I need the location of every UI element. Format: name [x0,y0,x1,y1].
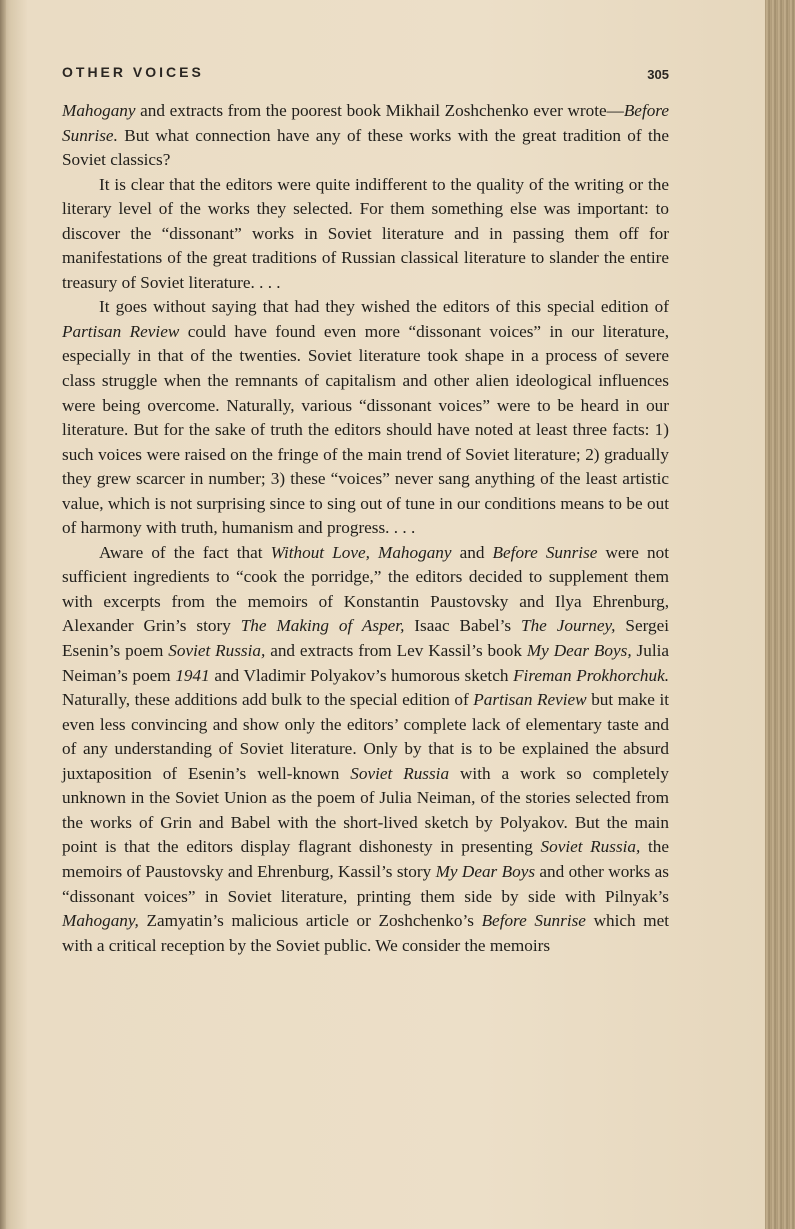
text-run: and extracts from the poorest book Mikhail Zoshchenko ever wrote— [135,101,624,120]
paragraph [62,295,669,540]
running-head: OTHER VOICES [62,64,204,80]
text-run: Naturally, these additions add bulk to the special edition of [62,690,474,710]
text-run: and other works as “dissonant voices” in Soviet literature, printing them side by side with Pilnyak’s [62,861,669,906]
text-run: but make it even less convincing and show only the editors’ complete lack of elementary taste and of any understanding of Soviet literature. Only by that is to be explained the absurd juxtaposition of Esenin’s well-known [62,690,669,783]
text-run: and extracts from Lev Kassil’s book [265,641,527,661]
italic-title: Before Sunrise [492,542,598,562]
text-run: It goes without saying that had they wished the editors of this special edition of [99,297,669,317]
text-run: the memoirs of Paustovsky and Ehrenburg, Kassil’s story [62,837,669,881]
page-header [62,64,669,88]
text-run: Julia Neiman’s poem [62,641,670,685]
italic-title: Fireman Prokhorchuk. [513,665,669,685]
italic-title: The Making of Asper, [240,616,405,636]
text-run: which met with a critical reception by the Soviet public. We consider the memoirs [62,911,669,955]
text-run: Aware of the fact that [99,542,271,562]
italic-title: Without Love, Mahogany [270,542,452,562]
paragraph [62,173,669,296]
italic-title: My Dear Boys [435,861,536,881]
text-run: Sergei Esenin’s poem [62,616,669,661]
page-edge [765,0,795,1229]
text-run: But what connection have any of these works with the great tradition of the Soviet classics? [62,125,669,170]
text-run: were not sufficient ingredients to “cook the porridge,” the editors decided to supplement them with excerpts from the memoirs of Konstantin Paustovsky and Ilya Ehrenburg, Alexander Grin’s story [62,542,669,636]
page-gutter [0,0,6,1229]
italic-title: Before Sunrise. [62,101,669,145]
italic-title: The Journey, [521,616,616,636]
italic-title: Soviet Russia, [168,641,266,661]
text-run: with a work so completely unknown in the Soviet Union as the poem of Julia Neiman, of the stories selected from the works of Grin and Babel with the short-lived sketch by Polyakov. But the main point is that the editors display flagrant dishonesty in presenting [62,763,669,857]
italic-title: My Dear Boys, [526,641,632,661]
text-run: and [451,542,493,562]
text-run: and Vladimir Polyakov’s humorous sketch [209,665,514,685]
text-run: Isaac Babel’s [404,616,522,636]
paragraph [62,541,669,958]
italic-title: Mahogany, [62,911,139,931]
text-run: Zamyatin’s malicious article or Zoshchenko’s [138,911,482,931]
italic-title: Mahogany [62,101,136,120]
text-run: It is clear that the editors were quite indifferent to the quality of the writing or the literary level of the works they selected. For them something else was important: to discover the “dissonant” works in Soviet literature and in passing them off for manifestations of the great traditions of Russian classical literature to slander the entire treasury of Soviet literature. . . . [62,174,669,292]
italic-title: Soviet Russia, [540,837,641,857]
page-number: 305 [647,67,669,82]
italic-title: Partisan Review [62,321,180,341]
italic-title: Soviet Russia [350,763,450,783]
text-run: could have found even more “dissonant voices” in our literature, especially in that of the twenties. Soviet literature took shape in a process of severe class struggle when the remnants of capitalism and other alien ideological influences were being overcome. Naturally, various “dissonant voices” were to be heard in our literature. But for the sake of truth the editors should have noted at least three facts: 1) such voices were raised on the fringe of the main trend of Soviet literature; 2) gradually they grew scarcer in number; 3) these “voices” never sang anything of the least artistic value, which is not surprising since to sing out of tune in our conditions means to be out of harmony with truth, humanism and progress. . . . [62,321,669,538]
italic-title: 1941 [175,665,210,685]
paragraph [62,99,669,173]
italic-title: Before Sunrise [481,911,586,931]
italic-title: Partisan Review [473,690,587,710]
body-text [62,99,669,958]
